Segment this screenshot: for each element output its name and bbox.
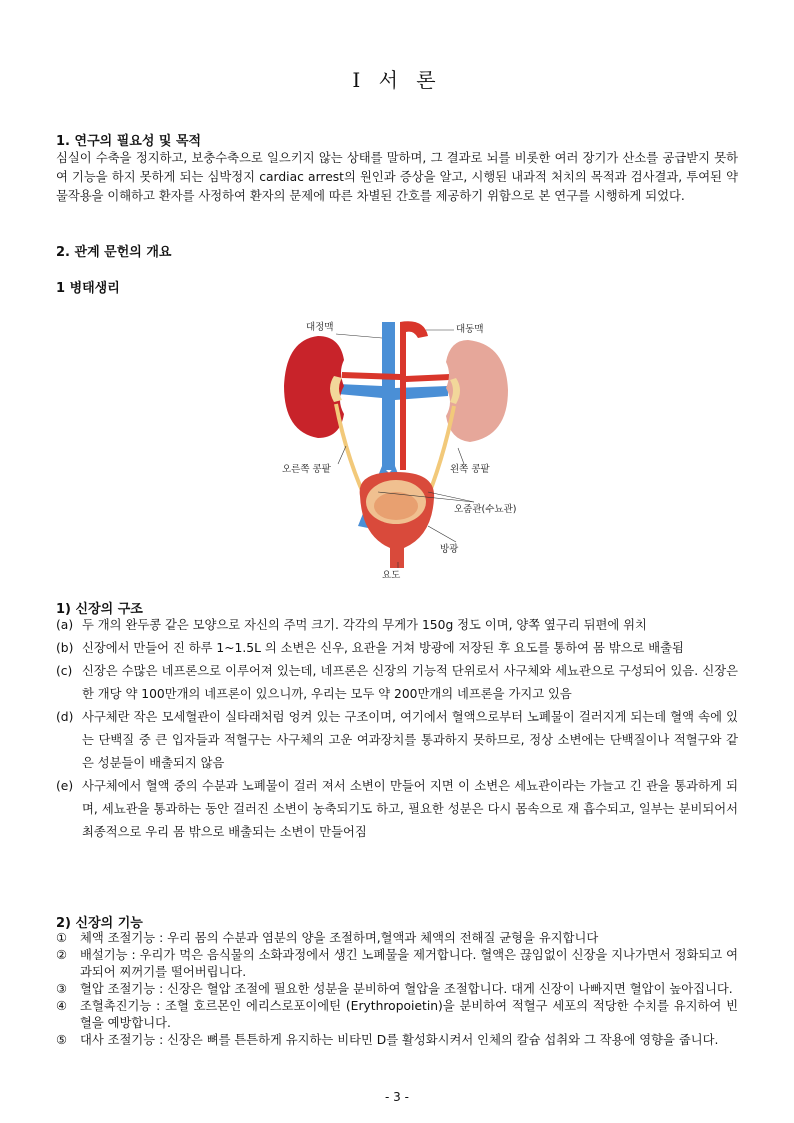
kidney-structure-heading: 1) 신장의 구조 (56, 602, 143, 617)
label-bladder: 방광 (440, 544, 459, 555)
vena-cava-shape (382, 322, 395, 470)
kidney-structure-list (56, 614, 738, 844)
list-item: ④ 조혈촉진기능 : 조혈 호르몬인 에리스로포이에틴 (Erythropoietin)을 분비하여 적혈구 세포의 적당한 수치를 유지하여 빈혈을 예방합니다. (56, 999, 738, 1030)
section1-text: 심실이 수축을 정지하고, 보충수축으로 일으키지 않는 상태를 말하며, 그 결과로 뇌를 비롯한 여러 장기가 산소를 공급받지 못하여 기능을 하지 못하게 되는 심박정지 cardiac arrest의 원인과 증상을 알고, 시행된 내과적 처치의 목적과 검사결과, 투여된 약물작용을 이해하고 환자를 사정하여 환자의 문제에 따른 차별된 간호를 제공하기 위함으로 본 연구를 시행하게 되었다. (56, 151, 738, 203)
urinary-system-figure (278, 316, 518, 578)
label-ureter: 오줌관(수뇨관) (454, 504, 517, 515)
label-aorta: 대동맥 (456, 324, 484, 335)
label-vena-cava: 대정맥 (306, 322, 334, 333)
label-right-kidney: 오른쪽 콩팥 (282, 464, 331, 475)
subsection-pathophysiology-heading: 1 병태생리 (56, 281, 120, 296)
list-item: ③ 혈압 조절기능 : 신장은 혈압 조절에 필요한 성분을 분비하여 혈압을 조절합니다. 대게 신장이 나빠지면 혈압이 높아집니다. (56, 982, 733, 996)
list-item: ⑤ 대사 조절기능 : 신장은 뼈를 튼튼하게 유지하는 비타민 D를 활성화시켜서 인체의 칼슘 섭취와 그 작용에 영향을 줍니다. (56, 1033, 719, 1047)
kidney-function-heading: 2) 신장의 기능 (56, 916, 143, 931)
label-left-kidney: 왼쪽 콩팥 (450, 464, 490, 475)
list-item: (d) 사구체란 작은 모세혈관이 실타래처럼 엉켜 있는 구조이며, 여기에서 혈액으로부터 노폐물이 걸러지게 되는데 혈액 속에 있는 단백질 중 큰 입자들과 적혈구는 사구체의 고운 여과장치를 통과하지 못하므로, 정상 소변에는 단백질이나 적혈구와 같은 성분들이 배출되지 않음 (56, 710, 738, 770)
list-item: (a) 두 개의 완두콩 같은 모양으로 자신의 주먹 크기. 각각의 무게가 150g 정도 이며, 양쪽 옆구리 뒤편에 위치 (56, 618, 647, 632)
section1-heading: 1. 연구의 필요성 및 목적 (56, 134, 202, 149)
list-item: (b) 신장에서 만들어 진 하루 1~1.5L 의 소변은 신우, 요관을 거쳐 방광에 저장된 후 요도를 통하여 몸 밖으로 배출됨 (56, 641, 684, 655)
page-number: - 3 - (385, 1090, 409, 1104)
kidney-function-list (56, 930, 738, 1049)
chapter-title: Ⅰ 서 론 (352, 68, 442, 92)
list-item: ② 배설기능 : 우리가 먹은 음식물의 소화과정에서 생긴 노폐물을 제거합니다. 혈액은 끊임없이 신장을 지나가면서 정화되고 여과되어 찌꺼기를 떨어버립니다. (56, 948, 738, 979)
list-item: (c) 신장은 수많은 네프론으로 이루어져 있는데, 네프론은 신장의 기능적 단위로서 사구체와 세뇨관으로 구성되어 있음. 신장은 한 개당 약 100만개의 네프론이 있으니까, 우리는 모두 약 200만개의 네프론을 가지고 있음 (56, 664, 738, 701)
list-item: (e) 사구체에서 혈액 중의 수분과 노폐물이 걸러 져서 소변이 만들어 지면 이 소변은 세뇨관이라는 가늘고 긴 관을 통과하게 되며, 세뇨관을 통과하는 동안 걸러진 소변이 농축되기도 하고, 필요한 성분은 다시 몸속으로 재 흡수되고, 일부는 분비되어서 최종적으로 우리 몸 밖으로 배출되는 소변이 만들어짐 (56, 779, 738, 839)
label-urethra: 요도 (382, 570, 401, 578)
list-item: ① 체액 조절기능 : 우리 몸의 수분과 염분의 양을 조절하며,혈액과 체액의 전해질 균형을 유지합니다 (56, 931, 599, 945)
section2-heading: 2. 관계 문헌의 개요 (56, 245, 172, 260)
